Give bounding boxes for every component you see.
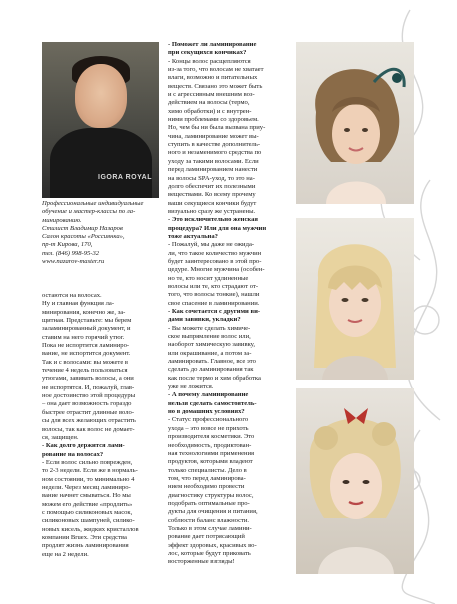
text-line: ного и незаменимого средства по xyxy=(168,149,262,157)
text-line: пр-т Кирова, 170, xyxy=(42,241,93,249)
text-line: продлят жизнь ламинирования xyxy=(42,542,129,550)
text-line: - Вы можете сделать химиче- xyxy=(168,324,251,332)
text-line: чина, ламинирование может вы- xyxy=(168,132,259,140)
text-line: можем его действие «продлить» xyxy=(42,500,133,508)
text-line: действием на волосы (термо, xyxy=(168,99,250,107)
photo-blonde-retro xyxy=(296,388,414,574)
text-line: Так и с волосами: вы можете в xyxy=(42,358,129,366)
text-line: дукты для очищения и питания, xyxy=(168,508,258,516)
text-line: из-за того, что волосам не хватает xyxy=(168,66,264,74)
text-line: ся, защищен. xyxy=(42,433,79,441)
stylist-caption xyxy=(42,200,162,266)
middle-column-text xyxy=(168,41,292,567)
text-line: быстрее отрастит длинные воло- xyxy=(42,408,135,416)
text-line: соблюсти баланс влажности. xyxy=(168,516,250,524)
text-line: новых кисель, жидких кристаллов xyxy=(42,525,139,533)
text-line: то 2-3 недели. Если же в нормаль- xyxy=(42,467,138,475)
text-line: Стилист Владимир Назаров xyxy=(42,224,123,232)
text-line: ламинировать. Главное, все это xyxy=(168,358,256,366)
text-line: волосы, так как волос не домает- xyxy=(42,425,135,433)
text-line: но те, кто носит удлиненные xyxy=(168,274,249,282)
text-line: но в домашних условиях? xyxy=(168,408,245,416)
text-line: веществами. Ко всему прочему xyxy=(168,191,256,199)
text-line: будет заинтересовано в этой про- xyxy=(168,257,262,265)
text-line: - А почему ламинирование xyxy=(168,391,249,399)
text-line: Салон красоты «Россиянка», xyxy=(42,233,125,241)
left-column-text xyxy=(42,292,164,559)
photo-blonde-bangs xyxy=(296,218,414,380)
text-line: лос, которые будут приковать xyxy=(168,549,251,557)
text-line: - Как долго держится лами- xyxy=(42,442,125,450)
text-line: сы для всех желающих отрастить xyxy=(42,417,136,425)
text-line: компании Bruex. Эти средства xyxy=(42,533,127,541)
text-line: - Поможет ли ламинирование xyxy=(168,41,257,48)
text-line: ли, что такое количество мужчин xyxy=(168,249,262,257)
text-line: ними проблемами со здоровьем. xyxy=(168,116,259,124)
photo-bride-updo xyxy=(296,42,414,204)
text-line: заламинированный документ, и xyxy=(42,325,131,333)
text-line: ваши секущиеся кончики будут xyxy=(168,199,257,207)
text-line: ступить в качестве дополнитель- xyxy=(168,141,261,149)
text-line: вание, не испортится документ. xyxy=(42,350,131,358)
text-line: недели. Через месяц ламиниро- xyxy=(42,483,131,491)
text-line: минированию. xyxy=(42,216,82,224)
text-line: Но, чем бы ни была вызвана приу- xyxy=(168,124,266,132)
text-line: рование дает потрясающий xyxy=(168,533,245,541)
text-line: свое спасение в ламинировании. xyxy=(168,299,260,307)
text-line: волосы или те, кто страдают от- xyxy=(168,282,259,290)
text-line: тоже актуальна? xyxy=(168,232,218,240)
text-line: веществ. Связано это может быть xyxy=(168,82,263,90)
text-line: сделать до ламинирования так xyxy=(168,366,254,374)
text-line: рование на волосах? xyxy=(42,450,104,458)
text-line: химо обработки) и с внутрен- xyxy=(168,107,252,115)
text-line: - Статус профессионального xyxy=(168,416,249,424)
text-line: - Как сочетается с другими ви- xyxy=(168,308,261,315)
text-line: влаги, возможно и питательных xyxy=(168,74,258,82)
text-line: нием необходимо провести xyxy=(168,483,245,491)
text-line: Профессиональные индивидуальные xyxy=(42,200,144,207)
text-line: того, что волосы тонкие), нашли xyxy=(168,291,260,299)
text-line: только специалисты. Дело в xyxy=(168,466,247,474)
text-line: уже не ложится. xyxy=(168,383,214,391)
text-line: или окрашивание, а потом за- xyxy=(168,349,252,357)
text-line: дами завивки, укладки? xyxy=(168,316,241,324)
text-line: процедура? Или для она мужчин xyxy=(168,224,267,232)
text-line: – она дает возможность гораздо xyxy=(42,400,132,408)
text-line: с помощью силиконовых масок, xyxy=(42,508,133,516)
text-line: Ну и главная функция ла- xyxy=(42,300,115,308)
text-line: нельзя сделать самостоятель- xyxy=(168,399,257,407)
text-line: щитная. Представьте: мы берем xyxy=(42,317,132,325)
text-line: - Пожалуй, мы даже не ожида- xyxy=(168,241,255,249)
text-line: как после термо и хим обработка xyxy=(168,374,261,382)
text-line: диагностику структуры волос, xyxy=(168,491,254,499)
text-line: ставим на него горячий утюг. xyxy=(42,333,125,341)
text-line: визуально сразу же устранены. xyxy=(168,207,256,215)
text-line: - Если волос сильно поврежден, xyxy=(42,458,133,466)
text-line: Пока не испортится ламиниро- xyxy=(42,342,130,350)
text-line: тел. (846) 998-95-32 xyxy=(42,249,100,257)
text-line: продуктов, которыми владеют xyxy=(168,458,253,466)
text-line: эффект здоровых, красивых во- xyxy=(168,541,257,549)
text-line: минирования, конечно же, за- xyxy=(42,308,126,316)
text-line: остаются на волосах. xyxy=(42,292,102,299)
apron-brand-text: IGORA ROYAL xyxy=(98,174,152,181)
text-line: вание начнет смываться. Но мы xyxy=(42,492,131,500)
text-line: подобрать оптимальные про- xyxy=(168,499,250,507)
text-line: уходу за такими волосами. Если xyxy=(168,157,259,165)
text-line: силиконовых шампуней, силико- xyxy=(42,517,135,525)
stylist-portrait xyxy=(42,42,159,198)
text-line: не испортятся. И, пожалуй, глав- xyxy=(42,383,135,391)
text-line: ном состоянии, то минимально 4 xyxy=(42,475,135,483)
text-line: www.nazarov-master.ru xyxy=(42,258,105,266)
text-line: при секущихся кончиках? xyxy=(168,49,247,57)
text-line: том, что перед ламинирова- xyxy=(168,474,246,482)
text-line: восторженные взгляды! xyxy=(168,558,235,566)
text-line: долго обеспечит их полезными xyxy=(168,182,256,190)
text-line: течение 4 недель пользоваться xyxy=(42,367,128,375)
text-line: еще на 2 недели. xyxy=(42,550,89,558)
text-line: на волосы SPA-уход, то это на- xyxy=(168,174,255,182)
text-line: цедуре. Многие мужчина (особен- xyxy=(168,266,265,274)
text-line: - Концы волос расщепляются xyxy=(168,57,251,65)
text-line: утюгами, завивать волосы, а они xyxy=(42,375,134,383)
text-line: наоборот химическую завивку, xyxy=(168,341,255,349)
text-line: перед ламинированием нанести xyxy=(168,166,258,174)
text-line: обучение и мастер-классы по ла- xyxy=(42,208,136,216)
text-line: необходимость, продиктован- xyxy=(168,441,252,449)
text-line: Только в этом случае ламини- xyxy=(168,524,252,532)
text-line: производителя косметики. Это xyxy=(168,433,255,441)
text-line: ское выпрямление волос или, xyxy=(168,333,251,341)
text-line: - Это исключительно женская xyxy=(168,216,258,224)
text-line: и с агрессивным внешним воз- xyxy=(168,91,255,99)
text-line: ное достоинство этой процедуры xyxy=(42,392,136,400)
text-line: ная технологиями применения xyxy=(168,449,255,457)
text-line: ухода – это вовсе не прихоть xyxy=(168,424,249,432)
